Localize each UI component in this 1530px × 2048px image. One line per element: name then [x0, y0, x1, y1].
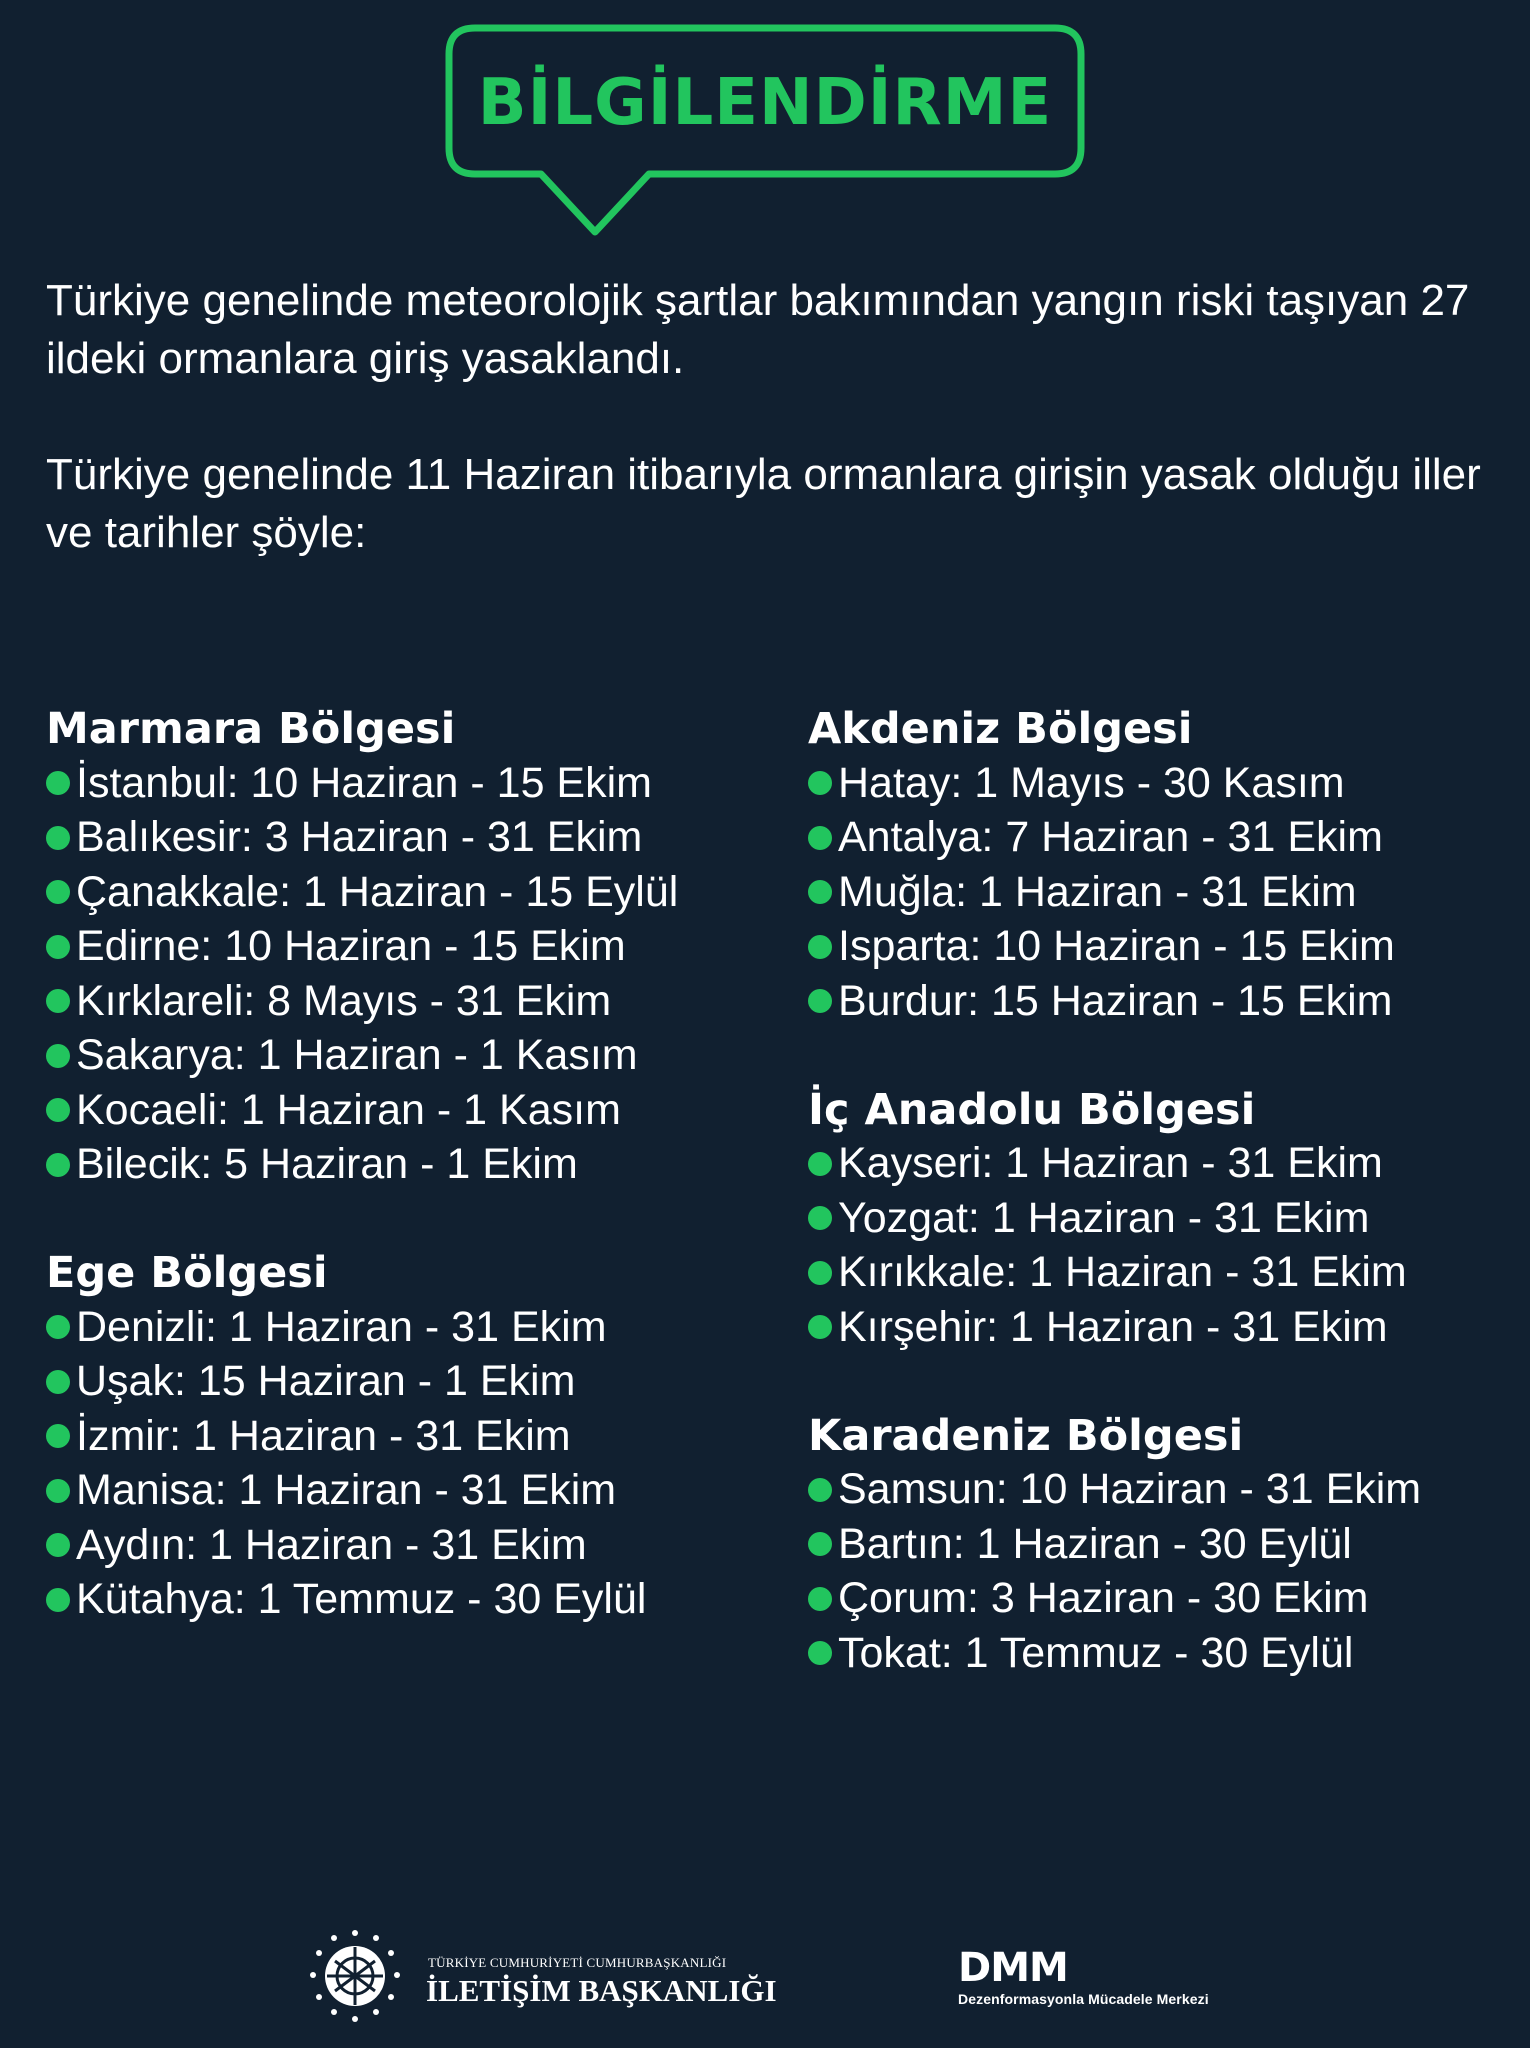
bullet-icon — [46, 1044, 70, 1068]
list-item — [808, 1300, 1528, 1355]
region-ege — [46, 1246, 766, 1627]
list-item — [46, 1518, 766, 1573]
bullet-icon — [808, 1206, 832, 1230]
list-item — [808, 1191, 1528, 1246]
list-item — [46, 756, 766, 811]
item-text: Samsun: 10 Haziran - 31 Ekim — [838, 1465, 1422, 1514]
item-text: Uşak: 15 Haziran - 1 Ekim — [76, 1357, 576, 1406]
dmm-logo-subtitle: Dezenformasyonla Mücadele Merkezi — [958, 1991, 1209, 2007]
item-text: Edirne: 10 Haziran - 15 Ekim — [76, 922, 626, 971]
intro-paragraph-1: Türkiye genelinde meteorolojik şartlar bakımından yangın riski taşıyan 27 ildeki ormanlara giriş yasaklandı. — [46, 276, 1470, 383]
bullet-icon — [808, 1532, 832, 1556]
bullet-icon — [46, 935, 70, 959]
right-column — [808, 702, 1528, 1735]
bullet-icon — [808, 989, 832, 1013]
item-text: Kocaeli: 1 Haziran - 1 Kasım — [76, 1085, 621, 1134]
footer — [0, 1925, 1530, 2035]
region-karadeniz — [808, 1409, 1528, 1681]
item-text: Kütahya: 1 Temmuz - 30 Eylül — [76, 1575, 647, 1624]
region-title: Karadeniz Bölgesi — [808, 1410, 1244, 1461]
item-text: Burdur: 15 Haziran - 15 Ekim — [838, 976, 1393, 1025]
region-title: İç Anadolu Bölgesi — [808, 1084, 1256, 1135]
region-title: Akdeniz Bölgesi — [808, 704, 1193, 754]
item-text: İzmir: 1 Haziran - 31 Ekim — [76, 1411, 571, 1460]
list-item — [808, 974, 1528, 1029]
item-text: Hatay: 1 Mayıs - 30 Kasım — [838, 758, 1345, 807]
item-text: Çorum: 3 Haziran - 30 Ekim — [838, 1574, 1369, 1623]
bullet-icon — [808, 1478, 832, 1502]
item-text: Sakarya: 1 Haziran - 1 Kasım — [76, 1031, 638, 1080]
bullet-icon — [46, 771, 70, 795]
item-text: Kırıkkale: 1 Haziran - 31 Ekim — [838, 1248, 1407, 1297]
list-item — [808, 865, 1528, 920]
info-badge — [445, 24, 1085, 244]
item-text: Muğla: 1 Haziran - 31 Ekim — [838, 867, 1357, 916]
list-item — [808, 811, 1528, 866]
bullet-icon — [808, 826, 832, 850]
item-text: İstanbul: 10 Haziran - 15 Ekim — [76, 758, 652, 807]
item-text: Bilecik: 5 Haziran - 1 Ekim — [76, 1140, 578, 1189]
list-item — [46, 865, 766, 920]
list-item — [808, 756, 1528, 811]
bullet-icon — [808, 771, 832, 795]
item-text: Kırklareli: 8 Mayıs - 31 Ekim — [76, 976, 612, 1025]
list-item — [808, 1517, 1528, 1572]
list-item — [46, 920, 766, 975]
item-text: Çanakkale: 1 Haziran - 15 Eylül — [76, 867, 679, 916]
bullet-icon — [808, 1641, 832, 1665]
intro-paragraph-2: Türkiye genelinde 11 Haziran itibarıyla ormanlara girişin yasak olduğu iller ve tarihler şöyle: — [46, 450, 1481, 557]
bullet-icon — [46, 1315, 70, 1339]
item-text: Aydın: 1 Haziran - 31 Ekim — [76, 1520, 587, 1569]
list-item — [46, 1300, 766, 1355]
list-item — [46, 1355, 766, 1410]
list-item — [46, 1083, 766, 1138]
bullet-icon — [46, 1424, 70, 1448]
region-title: Marmara Bölgesi — [46, 704, 456, 754]
list-item — [46, 974, 766, 1029]
item-text: Bartın: 1 Haziran - 30 Eylül — [838, 1519, 1352, 1568]
bullet-icon — [46, 1533, 70, 1557]
badge-title: BİLGİLENDİRME — [477, 66, 1053, 140]
bullet-icon — [46, 1153, 70, 1177]
list-item — [808, 1463, 1528, 1518]
item-text: Balıkesir: 3 Haziran - 31 Ekim — [76, 813, 643, 862]
item-text: Antalya: 7 Haziran - 31 Ekim — [838, 813, 1383, 862]
dmm-logo-mark: DMM — [958, 1947, 1068, 1987]
bullet-icon — [46, 1588, 70, 1612]
logo-subtitle: TÜRKİYE CUMHURİYETİ CUMHURBAŞKANLIĞI — [428, 1955, 727, 1970]
bullet-icon — [808, 1587, 832, 1611]
list-item — [46, 1029, 766, 1084]
item-text: Yozgat: 1 Haziran - 31 Ekim — [838, 1193, 1370, 1242]
region-title: Ege Bölgesi — [46, 1248, 328, 1298]
bullet-icon — [46, 989, 70, 1013]
list-item — [808, 920, 1528, 975]
bullet-icon — [46, 826, 70, 850]
item-text: Kırşehir: 1 Haziran - 31 Ekim — [838, 1302, 1388, 1351]
list-item — [46, 1138, 766, 1193]
bullet-icon — [808, 880, 832, 904]
bullet-icon — [46, 1098, 70, 1122]
list-item — [808, 1572, 1528, 1627]
list-item — [46, 1573, 766, 1628]
item-text: Kayseri: 1 Haziran - 31 Ekim — [838, 1139, 1383, 1188]
region-akdeniz — [808, 702, 1528, 1029]
bullet-icon — [46, 1479, 70, 1503]
bullet-icon — [46, 880, 70, 904]
item-text: Isparta: 10 Haziran - 15 Ekim — [838, 922, 1395, 971]
left-column — [46, 702, 766, 1681]
bullet-icon — [808, 935, 832, 959]
item-text: Tokat: 1 Temmuz - 30 Eylül — [838, 1628, 1354, 1677]
bullet-icon — [46, 1370, 70, 1394]
iletisim-logo-icon — [305, 1925, 405, 2030]
bullet-icon — [808, 1315, 832, 1339]
item-text: Denizli: 1 Haziran - 31 Ekim — [76, 1302, 607, 1351]
region-ic-anadolu — [808, 1083, 1528, 1355]
list-item — [808, 1246, 1528, 1301]
list-item — [46, 1464, 766, 1519]
list-item — [808, 1626, 1528, 1681]
logo-title: İLETİŞİM BAŞKANLIĞI — [426, 1973, 777, 2008]
list-item — [808, 1137, 1528, 1192]
region-marmara — [46, 702, 766, 1192]
item-text: Manisa: 1 Haziran - 31 Ekim — [76, 1466, 617, 1515]
list-item — [46, 811, 766, 866]
dmm-logo-icon — [958, 1947, 1178, 1987]
list-item — [46, 1409, 766, 1464]
bullet-icon — [808, 1152, 832, 1176]
bullet-icon — [808, 1261, 832, 1285]
